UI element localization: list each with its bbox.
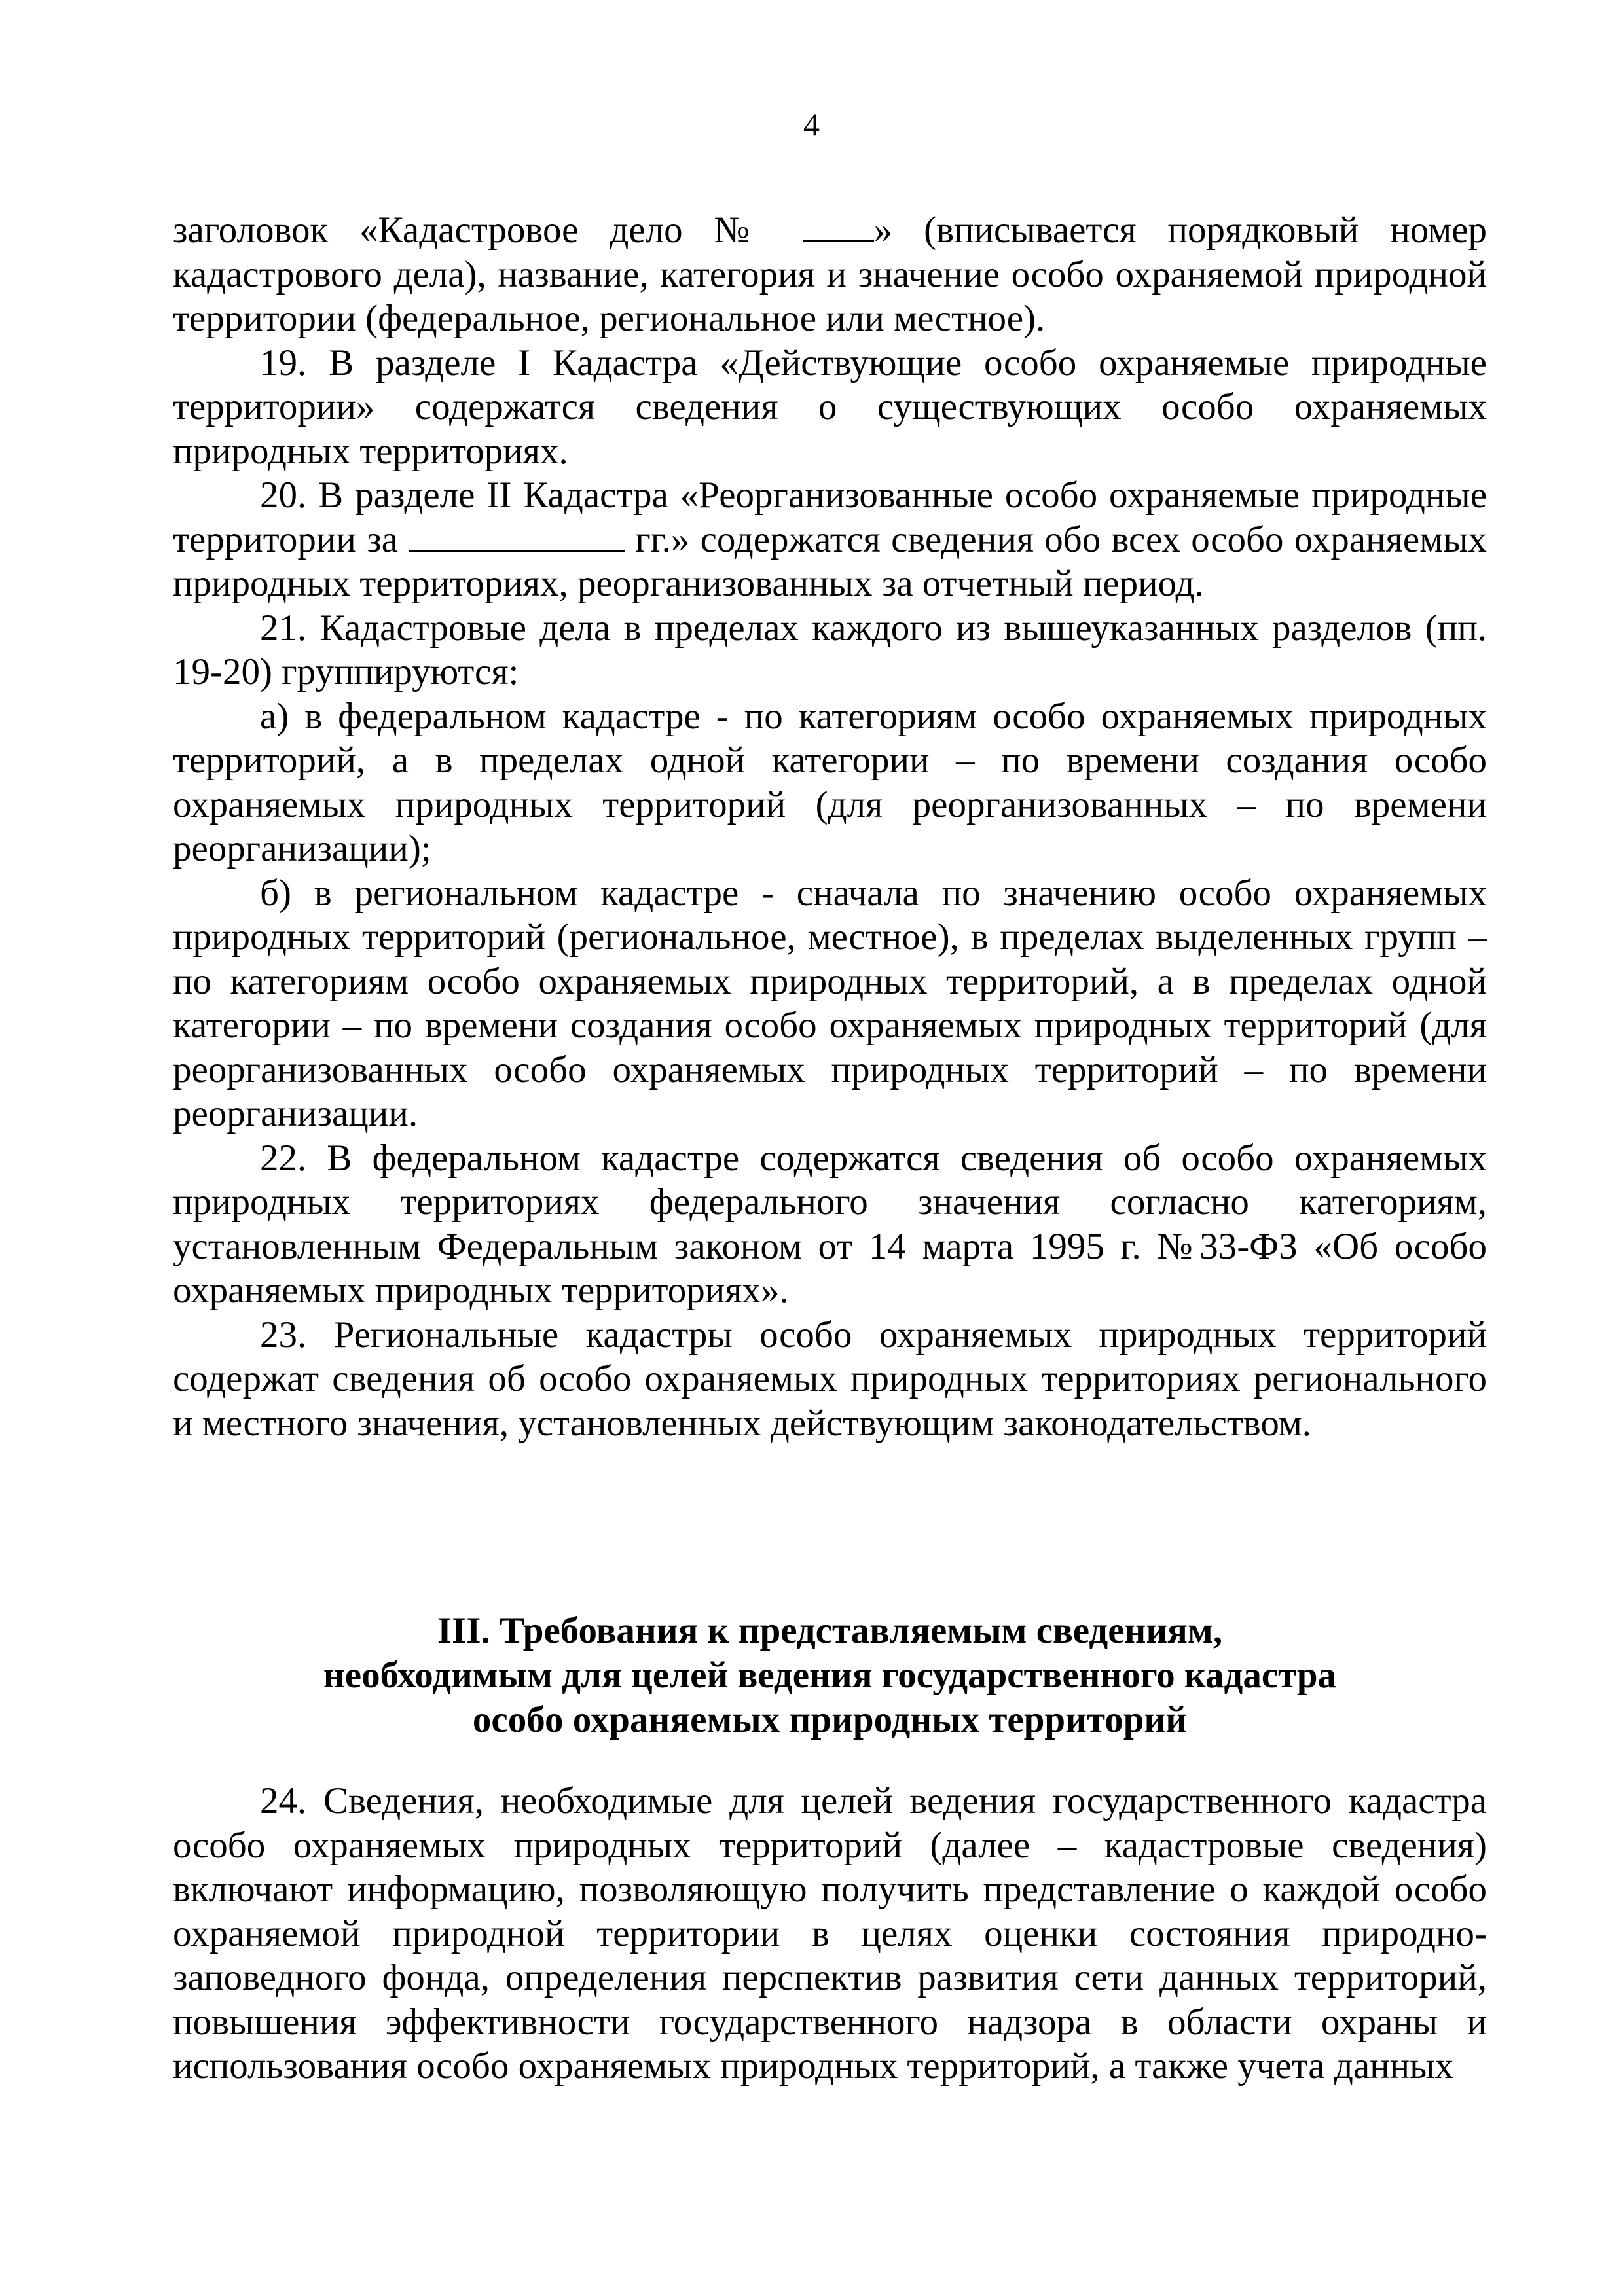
blank-field-number (803, 214, 874, 242)
paragraph-23: 23. Региональные кадастры особо охраняемых природных территорий содержат сведения об особо охраняемых природных территориях регионального и местного значения, установленных действующим законодательством. (173, 1314, 1487, 1444)
section-heading-line-2: необходимым для целей ведения государственного кадастра (323, 1655, 1337, 1696)
paragraph-24: 24. Сведения, необходимые для целей ведения государственного кадастра особо охраняемых природных территорий (далее – кадастровые сведения) включают информацию, позволяющую получить представление о каждой особо охраняемой природной территории в целях оценки состояния природно-заповедного фонда, определения перспектив развития сети данных территорий, повышения эффективности государственного надзора в области охраны и использования особо охраняемых природных территорий, а также учета данных (173, 1780, 1487, 2087)
paragraph-continuation-text-before: заголовок «Кадастровое дело № (173, 209, 803, 251)
document-body (173, 208, 1487, 1445)
section-heading-line-1: III. Требования к представляемым сведениям, (437, 1610, 1223, 1651)
paragraph-20-text-after: гг.» содержатся сведения обо всех особо охраняемых природных территориях, реорганизованных за отчетный период. (173, 518, 1487, 604)
paragraph-20-text-before: 20. В разделе II Кадастра «Реорганизованные особо охраняемые природные территории за (173, 475, 1487, 560)
paragraph-continuation (173, 208, 1487, 341)
paragraph-21-a: а) в федеральном кадастре - по категориям особо охраняемых природных территорий, а в пределах одной категории – по времени создания особо охраняемых природных территорий (для реорганизованных – по времени реорганизации); (173, 695, 1487, 869)
page-number: 4 (803, 106, 820, 143)
section-body (173, 1779, 1487, 2089)
paragraph-19: 19. В разделе I Кадастра «Действующие особо охраняемые природные территории» содержатся сведения о существующих особо охраняемых природных территориях. (173, 342, 1487, 472)
paragraph-21: 21. Кадастровые дела в пределах каждого из вышеуказанных разделов (пп. 19-20) группируются: (173, 607, 1487, 692)
blank-field-years (409, 524, 625, 552)
section-heading-line-3: особо охраняемых природных территорий (472, 1699, 1188, 1740)
paragraph-20 (173, 473, 1487, 606)
paragraph-continuation-text-after: » (вписывается порядковый номер кадастрового дела), название, категория и значение особо охраняемой природной территории (федеральное, региональное или местное). (173, 209, 1487, 339)
paragraph-22: 22. В федеральном кадастре содержатся сведения об особо охраняемых природных территориях федерального значения согласно категориям, установленным Федеральным законом от 14 марта 1995 г. №33-ФЗ «Об особо охраняемых природных территориях». (173, 1137, 1487, 1311)
paragraph-21-b: б) в региональном кадастре - сначала по значению особо охраняемых природных территорий (региональное, местное), в пределах выделенных групп – по категориям особо охраняемых природных территорий, а в пределах одной категории – по времени создания особо охраняемых природных территорий (для реорганизованных особо охраняемых природных территорий – по времени реорганизации. (173, 872, 1487, 1134)
section-heading (173, 1609, 1487, 1742)
